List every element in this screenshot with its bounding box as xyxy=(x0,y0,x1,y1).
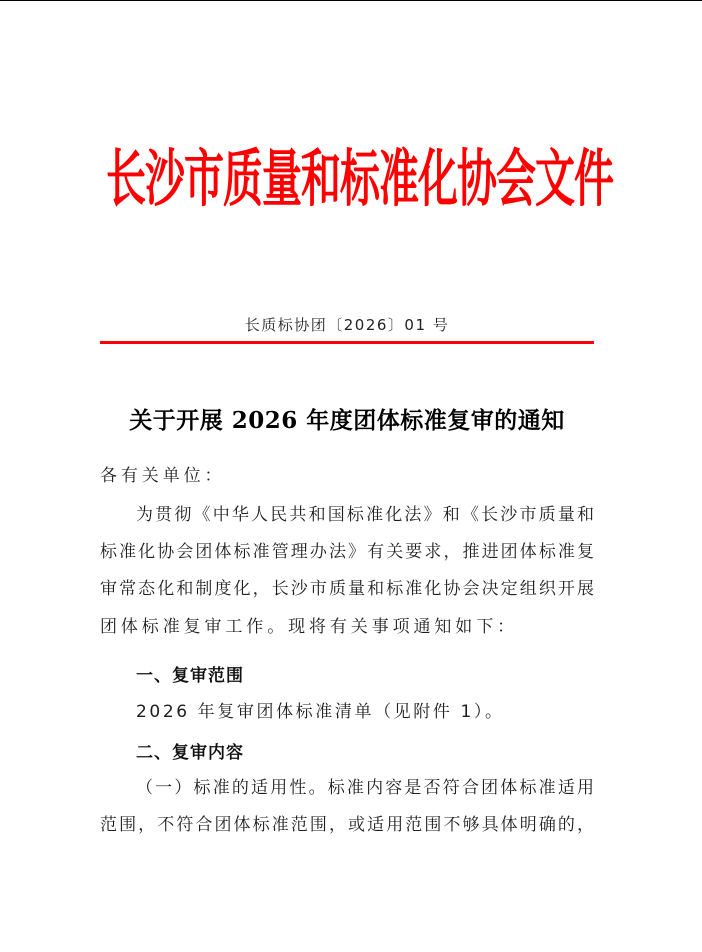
page-top-border xyxy=(0,0,702,1)
section-heading-content: 二、复审内容 xyxy=(136,743,244,763)
section-line: （一）标准的适用性。标准内容是否符合团体标准适用 xyxy=(136,778,594,798)
intro-line: 团体标准复审工作。现将有关事项通知如下： xyxy=(100,617,518,637)
salutation: 各有关单位： xyxy=(100,466,226,486)
notice-title: 关于开展 2026 年度团体标准复审的通知 xyxy=(129,407,565,434)
intro-line: 标准化协会团体标准管理办法》有关要求，推进团体标准复 xyxy=(100,542,594,562)
letterhead-char: 准 xyxy=(379,142,419,216)
letterhead-char: 长 xyxy=(106,142,146,216)
letterhead-char: 量 xyxy=(262,142,302,216)
letterhead-char: 市 xyxy=(184,142,224,216)
red-separator-rule xyxy=(100,341,594,344)
letterhead-title xyxy=(106,140,614,220)
intro-line: 审常态化和制度化，长沙市质量和标准化协会决定组织开展 xyxy=(100,579,594,599)
section-heading-scope: 一、复审范围 xyxy=(136,666,244,686)
letterhead-char: 质 xyxy=(223,142,263,216)
section-line: 范围，不符合团体标准范围，或适用范围不够具体明确的， xyxy=(100,815,594,835)
letterhead-char: 沙 xyxy=(145,142,185,216)
letterhead-char: 件 xyxy=(574,142,614,216)
letterhead-char: 标 xyxy=(340,142,380,216)
intro-line: 为贯彻《中华人民共和国标准化法》和《长沙市质量和 xyxy=(136,505,594,525)
letterhead-char: 化 xyxy=(418,142,458,216)
letterhead-char: 会 xyxy=(496,142,536,216)
section-line: 2026 年复审团体标准清单（见附件 1）。 xyxy=(136,702,505,722)
letterhead-char: 协 xyxy=(457,142,497,216)
document-number: 长质标协团〔2026〕01 号 xyxy=(244,316,450,334)
letterhead-char: 和 xyxy=(301,142,341,216)
letterhead-char: 文 xyxy=(535,142,575,216)
